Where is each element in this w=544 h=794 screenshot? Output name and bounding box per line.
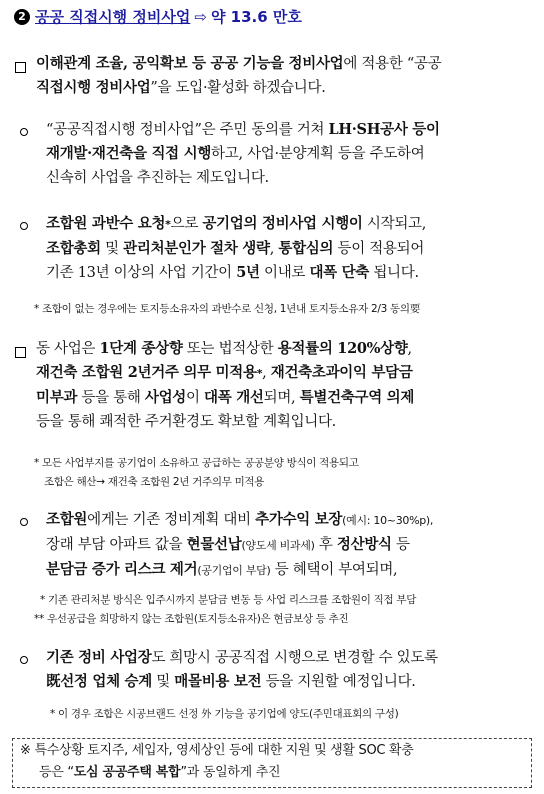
number-badge: 2 xyxy=(14,9,30,25)
section-2-paragraph: 동 사업은 1단계 종상향 또는 법적상한 용적률의 120%상향, 재건축 조합원 2년거주 의무 미적용*, 재건축초과이익 부담금 미부과 등을 통해 사업성이 대폭 개선되며, 특별건축구역 의제 등을 통해 쾌적한 주거환경도 확보할 계획입니다. xyxy=(36,340,415,430)
square-bullet-icon xyxy=(15,62,26,73)
section-1-paragraph: 이해관계 조율, 공익확보 등 공공 기능을 정비사업에 적용한 “공공 직접시행 정비사업”을 도입·활성화 하겠습니다. xyxy=(36,55,442,96)
bullet-3-paragraph: 조합원에게는 기존 정비계획 대비 추가수익 보장(예시: 10~30%p), 장래 부담 아파트 값을 현물선납(양도세 비과세) 후 정산방식 등 분담금 증가 리스크 제거(공기업이 부담) 등 혜택이 부여되며, xyxy=(46,511,434,578)
footer-text: ※ 특수상황 토지주, 세입자, 영세상인 등에 대한 지원 및 생활 SOC 확충 등은 “도심 공공주택 복합”과 동일하게 추진 xyxy=(20,743,414,780)
arrow-icon: ⇨ xyxy=(194,7,207,26)
footnote-1: * 조합이 없는 경우에는 토지등소유자의 과반수로 신청, 1년내 토지등소유자 2/3 동의要 xyxy=(34,303,420,315)
bullet-2-paragraph: 조합원 과반수 요청*으로 공기업의 정비사업 시행이 시작되고, 조합총회 및 관리처분인가 절차 생략, 통합심의 등이 적용되어 기존 13년 이상의 사업 기간이 5년 이내로 대폭 단축 됩니다. xyxy=(46,215,427,281)
footnote-2: * 모든 사업부지를 공기업이 소유하고 공급하는 공공분양 방식이 적용되고 조합은 해산→ 재건축 조합원 2년 거주의무 미적용 xyxy=(34,457,359,488)
section-title xyxy=(14,6,302,27)
footnote-3: * 기존 관리처분 방식은 입주시까지 분담금 변동 등 사업 리스크를 조합원이 직접 부담 ** 우선공급을 희망하지 않는 조합원(토지등소유자)은 현금보상 등 추진 xyxy=(34,594,417,625)
reference-mark-icon: ※ xyxy=(20,743,31,758)
bullet-1-paragraph: “공공직접시행 정비사업”은 주민 동의를 거쳐 LH·SH공사 등이 재개발·재건축을 직접 시행하고, 사업·분양계획 등을 주도하여 신속히 사업을 추진하는 제도입니다. xyxy=(46,121,440,186)
circle-bullet-icon xyxy=(20,128,28,136)
circle-bullet-icon xyxy=(20,656,28,664)
title-suffix: 약 13.6 만호 xyxy=(210,8,302,26)
footnote-4: * 이 경우 조합은 시공브랜드 선정 外 기능을 공기업에 양도(주민대표회의 구성) xyxy=(50,708,399,720)
square-bullet-icon xyxy=(15,347,26,358)
bullet-4-paragraph: 기존 정비 사업장도 희망시 공공직접 시행으로 변경할 수 있도록 既선정 업체 승계 및 매몰비용 보전 등을 지원할 예정입니다. xyxy=(46,649,438,690)
title-text: 공공 직접시행 정비사업 xyxy=(35,8,191,26)
circle-bullet-icon xyxy=(20,518,28,526)
circle-bullet-icon xyxy=(20,222,28,230)
